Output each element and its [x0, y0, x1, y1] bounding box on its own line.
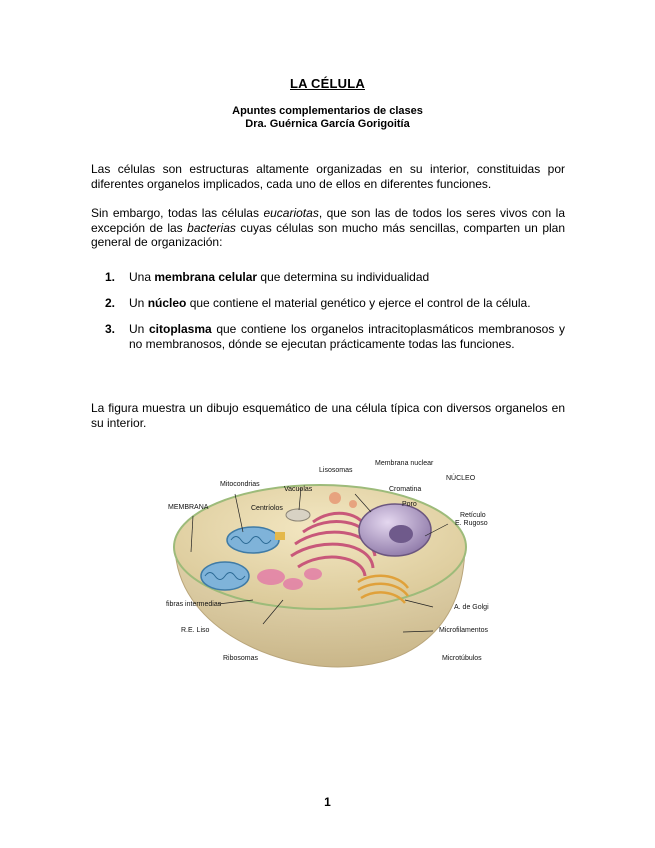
list-text-pre: Una	[129, 270, 155, 284]
label-e-rugoso: E. Rugoso	[455, 520, 488, 527]
label-microfilamentos: Microfilamentos	[439, 627, 489, 634]
page-title: LA CÉLULA	[290, 76, 365, 91]
label-poro: Poro	[402, 501, 417, 508]
label-mitocondrias: Mitocondrias	[220, 481, 260, 488]
paragraph-text: cuyas células son mucho más sencillas, comparten un plan general de organización:	[91, 220, 566, 249]
label-reticulo: Retículo	[460, 512, 486, 519]
list-text-post: que contiene el material genético y ejerce el control de la célula.	[186, 296, 531, 310]
lysosome	[329, 492, 341, 504]
list-text-pre: Un	[129, 296, 148, 310]
list-text-pre: Un	[129, 322, 149, 336]
list-text-post: que determina su individualidad	[257, 270, 430, 284]
list-text	[129, 322, 565, 351]
list-number: 2.	[105, 296, 116, 310]
label-re-liso: R.E. Liso	[181, 627, 210, 634]
list-term: citoplasma	[148, 322, 212, 336]
lysosome	[349, 500, 357, 508]
label-vacuolas: Vacuolas	[284, 486, 313, 493]
list-text-post: que contiene los organelos intracitoplasmáticos membranosos y no membranosos, dónde se ejecutan prácticamente todas las funciones.	[129, 322, 565, 351]
list-number: 3.	[105, 322, 116, 336]
page-number: 1	[324, 795, 331, 809]
emphasis-bacterias: bacterias	[187, 220, 236, 235]
label-centriolos: Centríolos	[251, 505, 283, 512]
subtitle-author: Dra. Guérnica García Gorigoitía	[245, 118, 410, 130]
paragraph-text: Sin embargo, todas las células	[91, 206, 264, 220]
subtitle-notes: Apuntes complementarios de clases	[232, 105, 423, 117]
paragraph-figure-intro: La figura muestra un dibujo esquemático de una célula típica con diversos organelos en su interior.	[91, 401, 565, 430]
paragraph-eukaryotes	[91, 206, 565, 250]
list-text	[129, 270, 565, 285]
label-golgi: A. de Golgi	[454, 604, 489, 611]
label-membrana-nuclear: Membrana nuclear	[375, 460, 434, 467]
nucleolus	[389, 525, 413, 543]
list-term: membrana celular	[154, 270, 258, 284]
label-fibras-intermedias: fibras intermedias	[166, 601, 222, 608]
label-lisosomas: Lisosomas	[319, 467, 353, 474]
centrioles	[275, 532, 285, 540]
vacuole	[286, 509, 310, 521]
list-text	[129, 296, 565, 311]
label-microtubulos: Microtúbulos	[442, 655, 482, 662]
paragraph-intro: Las células son estructuras altamente organizadas en su interior, constituidas por diferentes organelos implicados, cada uno de ellos en diferentes funciones.	[91, 162, 565, 191]
cell-figure	[163, 452, 505, 674]
emphasis-eucariotas: eucariotas	[263, 206, 319, 220]
label-ribosomas: Ribosomas	[223, 655, 259, 662]
label-membrana: MEMBRANA	[168, 504, 209, 511]
cell-diagram	[163, 452, 505, 674]
paragraph-text: , que son las de todos los seres vivos con la excepción de las	[91, 206, 566, 235]
list-number: 1.	[105, 270, 116, 284]
list-term: núcleo	[147, 296, 187, 310]
label-nucleo: NÚCLEO	[446, 475, 476, 482]
label-cromatina: Cromatina	[389, 486, 422, 493]
